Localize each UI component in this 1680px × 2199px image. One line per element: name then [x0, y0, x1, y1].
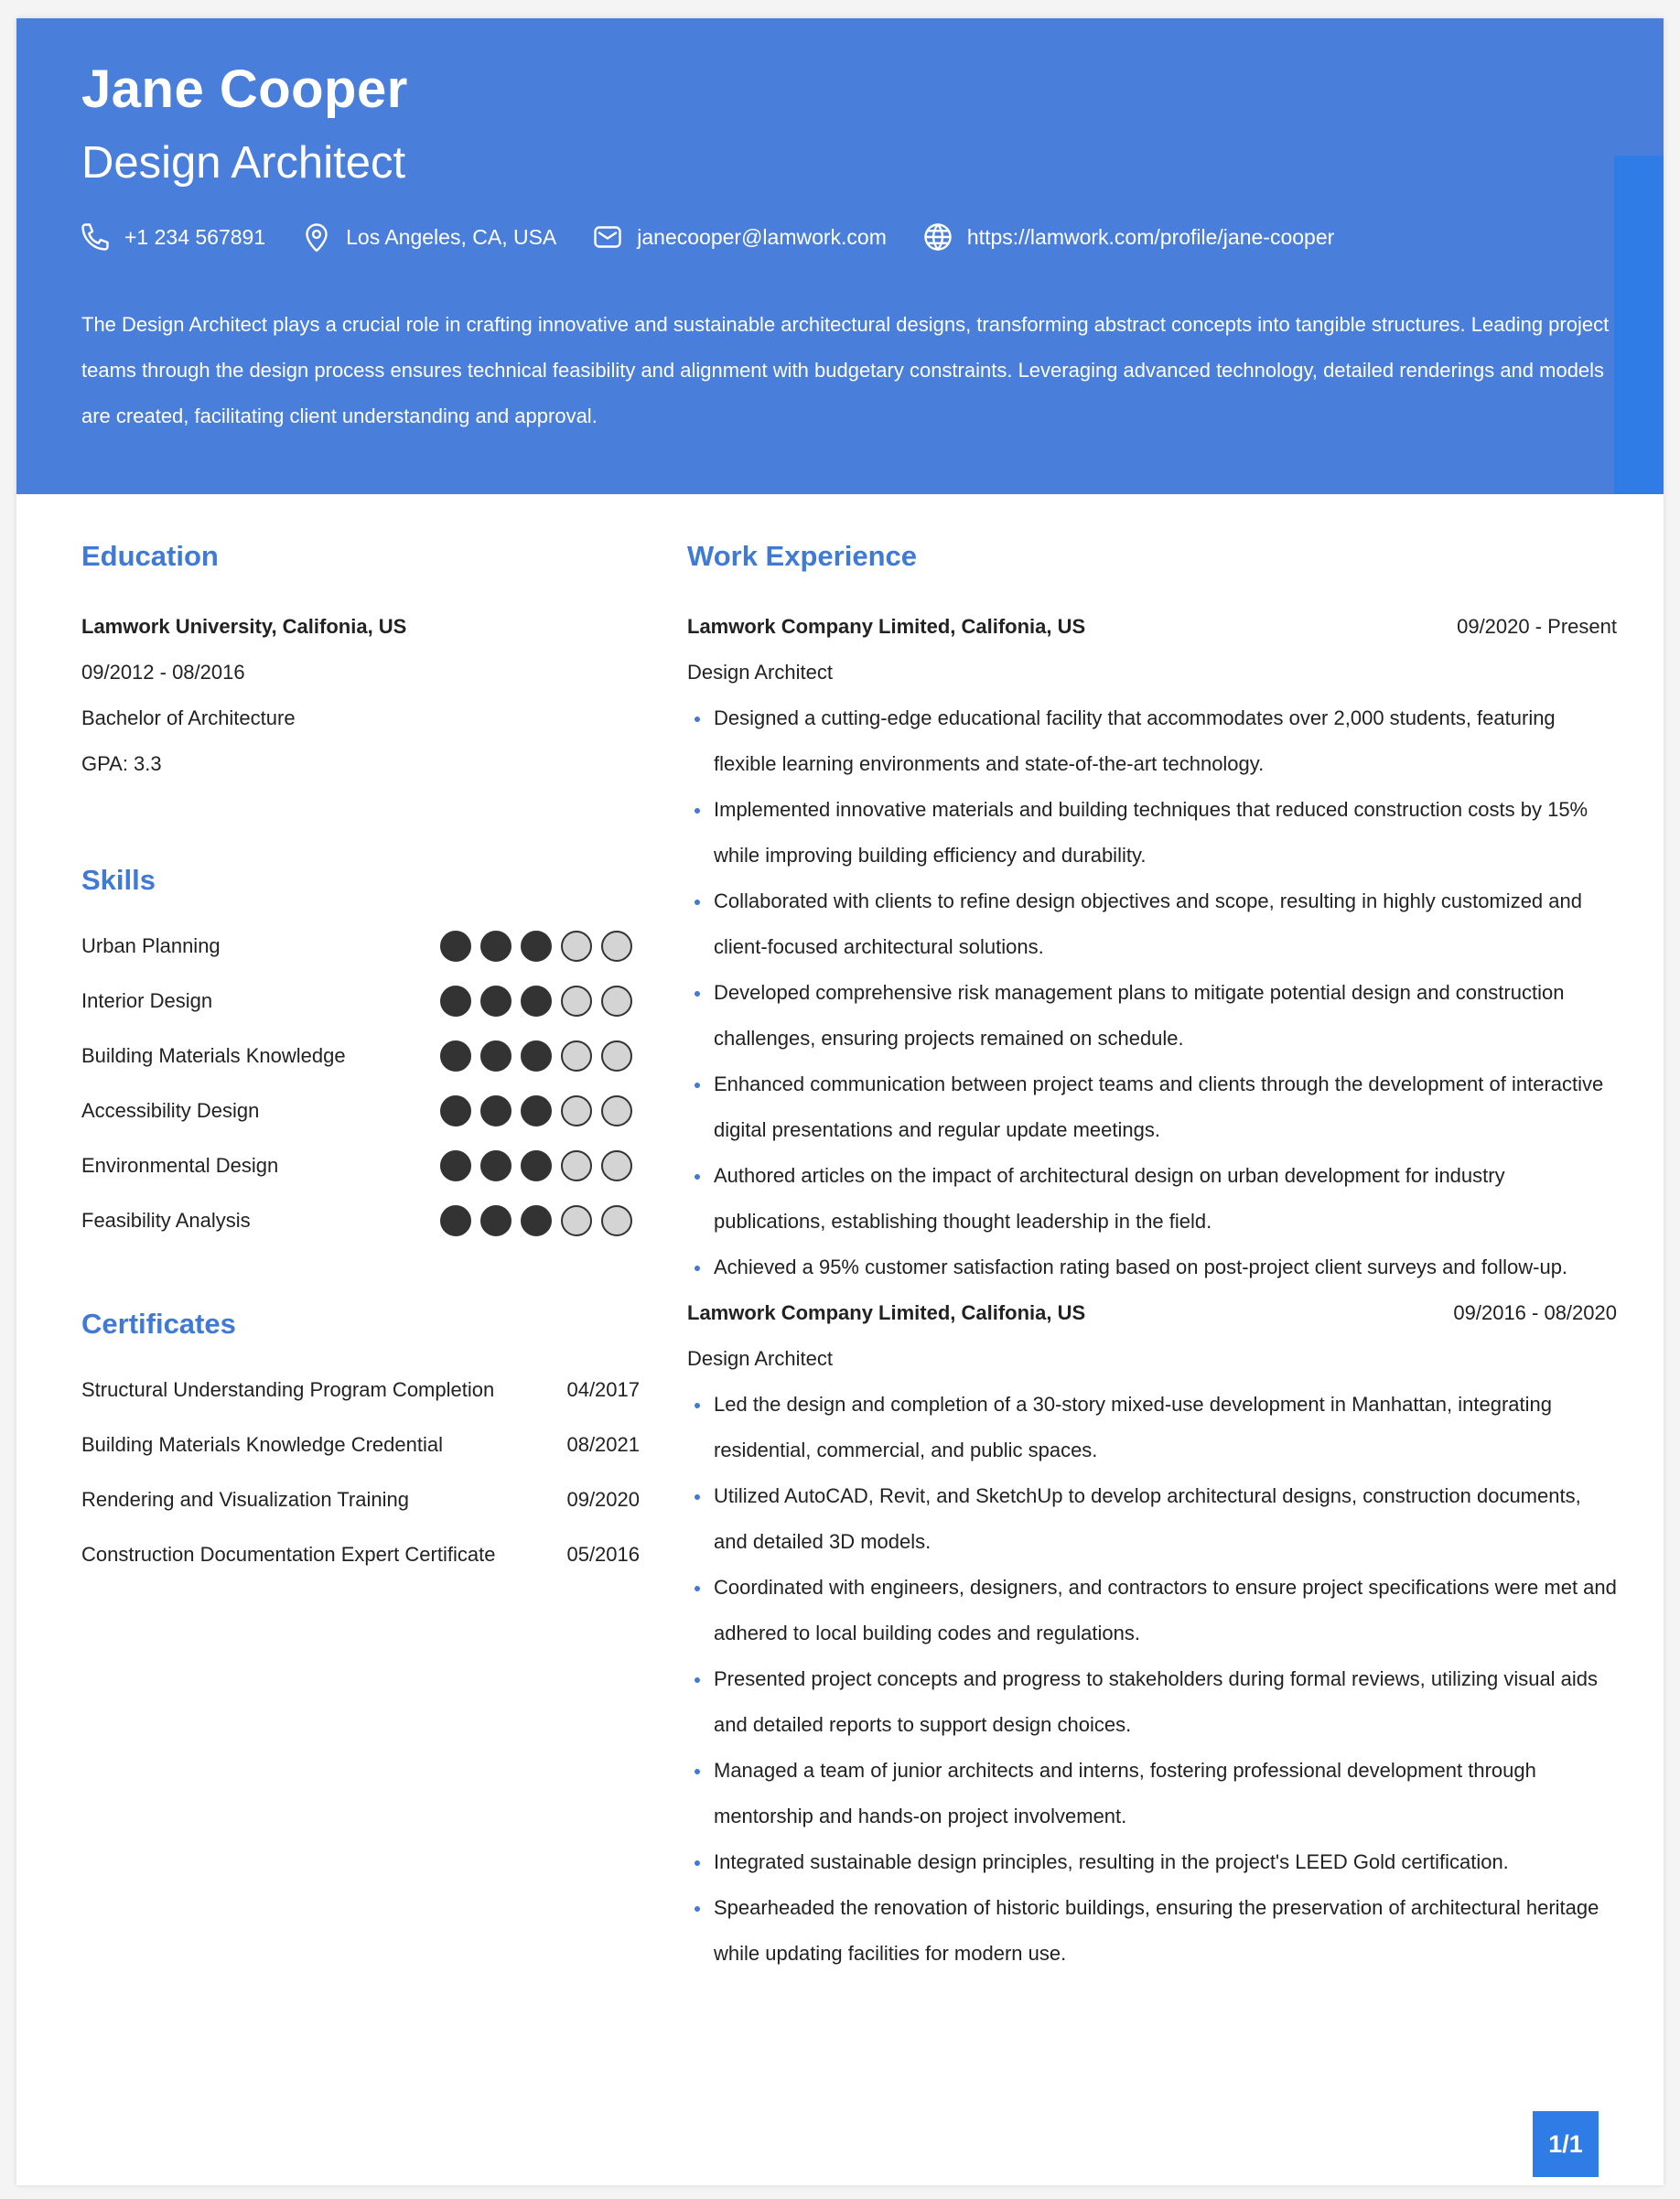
contact-location [300, 221, 556, 253]
rating-dot-filled [521, 1040, 552, 1072]
skill-row [81, 1029, 632, 1083]
contact-email[interactable] [591, 221, 887, 253]
job-header [687, 1290, 1617, 1336]
contact-list [79, 216, 1369, 258]
skill-rating [440, 931, 632, 962]
rating-dot-empty [601, 1150, 632, 1181]
certificate-row [81, 1472, 640, 1527]
job-entry [687, 604, 1617, 1290]
certificate-date: 09/2020 [566, 1488, 640, 1511]
rating-dot-filled [440, 1095, 471, 1126]
rating-dot-filled [440, 1040, 471, 1072]
education-degree: Bachelor of Architecture [81, 706, 296, 729]
work-title: Work Experience [687, 540, 917, 572]
education-title: Education [81, 540, 219, 572]
job-bullet: Developed comprehensive risk management plans to mitigate potential design and construction challenges, ensuring projects remained on schedule. [687, 970, 1617, 1062]
rating-dot-empty [601, 986, 632, 1017]
job-dates: 09/2016 - 08/2020 [1453, 1301, 1617, 1324]
skill-name: Interior Design [81, 989, 213, 1012]
rating-dot-empty [561, 931, 592, 962]
phone-icon [79, 221, 112, 253]
skill-row [81, 1193, 632, 1248]
job-bullet: Implemented innovative materials and building techniques that reduced construction costs by 15% while improving building efficiency and durability. [687, 787, 1617, 879]
certificate-name: Structural Understanding Program Completion [81, 1378, 495, 1401]
skill-rating [440, 986, 632, 1017]
rating-dot-empty [561, 986, 592, 1017]
right-column [687, 540, 1617, 1977]
header-accent-stripe [1612, 156, 1664, 494]
rating-dot-empty [601, 1095, 632, 1126]
location-icon [300, 221, 333, 253]
page-indicator: 1/1 [1533, 2111, 1599, 2177]
certificates-list [81, 1363, 640, 1582]
rating-dot-filled [480, 1150, 512, 1181]
certificate-name: Construction Documentation Expert Certificate [81, 1543, 496, 1566]
job-bullet: Led the design and completion of a 30-story mixed-use development in Manhattan, integrating residential, commercial, and public spaces. [687, 1382, 1617, 1473]
certificates-title: Certificates [81, 1308, 236, 1340]
certificate-row [81, 1363, 640, 1417]
job-bullet: Authored articles on the impact of architectural design on urban development for industry publications, establishing thought leadership in the field. [687, 1153, 1617, 1245]
skills-list [81, 919, 640, 1248]
education-gpa: GPA: 3.3 [81, 752, 162, 775]
rating-dot-empty [561, 1095, 592, 1126]
contact-phone-text: +1 234 567891 [124, 224, 266, 249]
contact-location-text: Los Angeles, CA, USA [346, 224, 557, 249]
email-icon [591, 221, 624, 253]
education-section [81, 540, 640, 787]
rating-dot-filled [440, 1205, 471, 1236]
certificate-row [81, 1527, 640, 1582]
job-bullet: Coordinated with engineers, designers, and contractors to ensure project specifications were met and adhered to local building codes and regulations. [687, 1565, 1617, 1656]
skill-row [81, 1138, 632, 1193]
skills-title: Skills [81, 864, 156, 896]
job-company: Lamwork Company Limited, Califonia, US [687, 1301, 1086, 1324]
education-dates: 09/2012 - 08/2016 [81, 661, 245, 684]
profile-summary: The Design Architect plays a crucial role in crafting innovative and sustainable architectural designs, transforming abstract concepts into tangible structures. Leading project teams through the design process ensures technical feasibility and alignment with budgetary constraints. Leveraging advanced technology, detailed renderings and models are created, facilitating client understanding and approval. [81, 313, 1610, 427]
skill-rating [440, 1040, 632, 1072]
job-bullet: Managed a team of junior architects and interns, fostering professional development through mentorship and hands-on project involvement. [687, 1748, 1617, 1839]
jobs-list [687, 604, 1617, 1977]
contact-email-text[interactable]: janecooper@lamwork.com [637, 224, 887, 249]
certificate-date: 08/2021 [566, 1433, 640, 1456]
certificate-row [81, 1417, 640, 1472]
skill-name: Accessibility Design [81, 1099, 260, 1122]
skill-name: Feasibility Analysis [81, 1209, 251, 1232]
education-school: Lamwork University, Califonia, US [81, 615, 407, 638]
job-bullet: Integrated sustainable design principles, resulting in the project's LEED Gold certification. [687, 1839, 1617, 1885]
skill-name: Building Materials Knowledge [81, 1044, 346, 1067]
resume-header [16, 18, 1664, 494]
skill-name: Environmental Design [81, 1154, 279, 1177]
candidate-name: Jane Cooper [81, 59, 408, 119]
skill-row [81, 1083, 632, 1138]
rating-dot-empty [601, 931, 632, 962]
rating-dot-filled [521, 986, 552, 1017]
job-bullet: Achieved a 95% customer satisfaction rating based on post-project client surveys and follow-up. [687, 1245, 1617, 1290]
rating-dot-empty [601, 1040, 632, 1072]
certificates-section [81, 1308, 640, 1582]
job-bullet: Collaborated with clients to refine design objectives and scope, resulting in highly customized and client-focused architectural solutions. [687, 879, 1617, 970]
job-position: Design Architect [687, 661, 833, 684]
job-bullet: Designed a cutting-edge educational facility that accommodates over 2,000 students, featuring flexible learning environments and state-of-the-art technology. [687, 695, 1617, 787]
rating-dot-filled [521, 931, 552, 962]
job-bullet: Enhanced communication between project teams and clients through the development of interactive digital presentations and regular update meetings. [687, 1062, 1617, 1153]
rating-dot-filled [521, 1150, 552, 1181]
rating-dot-filled [521, 1095, 552, 1126]
rating-dot-filled [521, 1205, 552, 1236]
skills-section [81, 864, 640, 1248]
skill-rating [440, 1095, 632, 1126]
rating-dot-filled [480, 1040, 512, 1072]
globe-icon [921, 221, 954, 253]
job-bullet: Spearheaded the renovation of historic buildings, ensuring the preservation of architectural heritage while updating facilities for modern use. [687, 1885, 1617, 1977]
job-dates: 09/2020 - Present [1457, 615, 1617, 638]
skill-rating [440, 1205, 632, 1236]
job-bullet: Utilized AutoCAD, Revit, and SketchUp to develop architectural designs, construction documents, and detailed 3D models. [687, 1473, 1617, 1565]
rating-dot-filled [480, 1205, 512, 1236]
rating-dot-empty [601, 1205, 632, 1236]
skill-row [81, 974, 632, 1029]
rating-dot-empty [561, 1150, 592, 1181]
skill-name: Urban Planning [81, 934, 221, 957]
skill-rating [440, 1150, 632, 1181]
job-company: Lamwork Company Limited, Califonia, US [687, 615, 1086, 638]
job-entry [687, 1290, 1617, 1977]
contact-phone [79, 221, 265, 253]
candidate-role: Design Architect [81, 138, 406, 188]
contact-website-text[interactable]: https://lamwork.com/profile/jane-cooper [966, 224, 1335, 249]
rating-dot-filled [440, 986, 471, 1017]
rating-dot-empty [561, 1040, 592, 1072]
rating-dot-filled [440, 931, 471, 962]
certificate-date: 05/2016 [566, 1543, 640, 1566]
certificate-name: Rendering and Visualization Training [81, 1488, 409, 1511]
contact-website[interactable] [921, 221, 1334, 253]
rating-dot-filled [480, 931, 512, 962]
left-column [81, 540, 640, 1582]
certificate-name: Building Materials Knowledge Credential [81, 1433, 444, 1456]
rating-dot-empty [561, 1205, 592, 1236]
job-bullet: Presented project concepts and progress to stakeholders during formal reviews, utilizing visual aids and detailed reports to support design choices. [687, 1656, 1617, 1748]
certificate-date: 04/2017 [566, 1378, 640, 1401]
resume-page [16, 18, 1664, 2185]
job-bullets [687, 1382, 1617, 1977]
job-position: Design Architect [687, 1347, 833, 1370]
rating-dot-filled [480, 986, 512, 1017]
job-header [687, 604, 1617, 650]
rating-dot-filled [440, 1150, 471, 1181]
skill-row [81, 919, 632, 974]
rating-dot-filled [480, 1095, 512, 1126]
job-bullets [687, 695, 1617, 1290]
